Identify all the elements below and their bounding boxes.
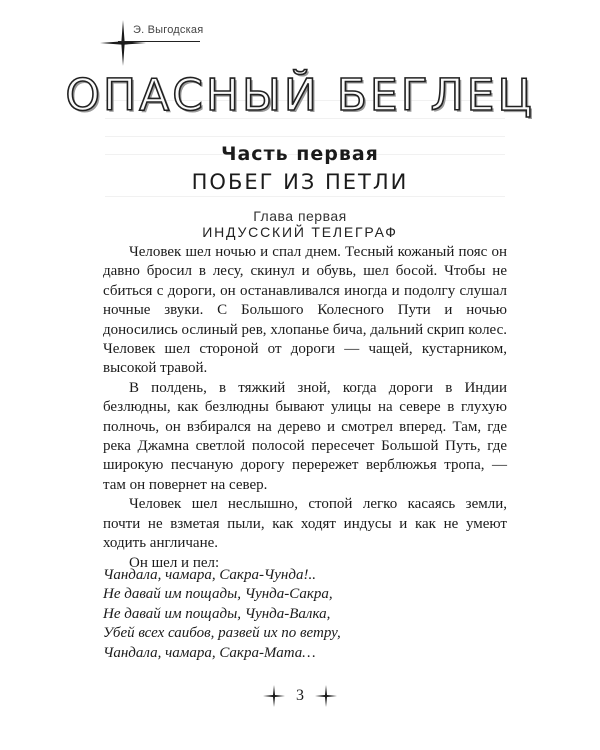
part-label: Часть первая: [221, 143, 379, 165]
verse-line: Не давай им пощады, Чунда-Сакра,: [103, 586, 333, 603]
ornament-star-icon: [314, 684, 338, 708]
page-footer: [0, 684, 600, 714]
ghost-line: [105, 136, 505, 137]
paragraph: Человек шел неслышно, стопой легко касаясь земли, почти не взметая пыли, как ходят индусы и как не умеют ходить англичане.: [103, 496, 507, 552]
header-rule: [118, 41, 200, 42]
chapter-title: ИНДУССКИЙ ТЕЛЕГРАФ: [202, 224, 398, 240]
paragraph: Он шел и пел:: [129, 554, 220, 571]
song-verse: [103, 566, 507, 663]
verse-line: Не давай им пощады, Чунда-Валка,: [103, 605, 331, 622]
verse-line: Чандала, чамара, Сакра-Мата…: [103, 644, 316, 661]
page-number: 3: [296, 687, 304, 704]
chapter-label: Глава первая: [253, 208, 347, 224]
body-text: [103, 243, 507, 573]
ghost-line: [105, 196, 505, 197]
running-header-author: Э. Выгодская: [133, 24, 204, 36]
part-title: ПОБЕГ ИЗ ПЕТЛИ: [191, 170, 409, 194]
paragraph: Человек шел ночью и спал днем. Тесный кожаный пояс он давно бросил в лесу, скинул и обувь, шел босой. Чтобы не сбиться с дороги, он останавливался иногда и подолгу слушал ночные звуки. С Большого Колесного Пути и ночью доносились ослиный рев, хлопанье бича, дальний скрип колес. Человек шел стороной от дороги — чащей, кустарником, высокой травой.: [103, 244, 507, 377]
verse-line: Чандала, чамара, Сакра-Чунда!..: [103, 567, 316, 583]
verse-line: Убей всех саибов, развей их по ветру,: [103, 625, 341, 642]
book-title: ОПАСНЫЙ БЕГЛЕЦ: [65, 70, 535, 121]
paragraph: В полдень, в тяжкий зной, когда дороги в Индии безлюдны, как безлюдны бывают улицы на севере в глухую полночь, он взбирался на дерево и смотрел вперед. Там, где река Джамна светлой полосой пересечет Большой Путь, где широкую песчаную дорогу перережет верблюжья тропа, — там он повернет на север.: [103, 379, 507, 493]
